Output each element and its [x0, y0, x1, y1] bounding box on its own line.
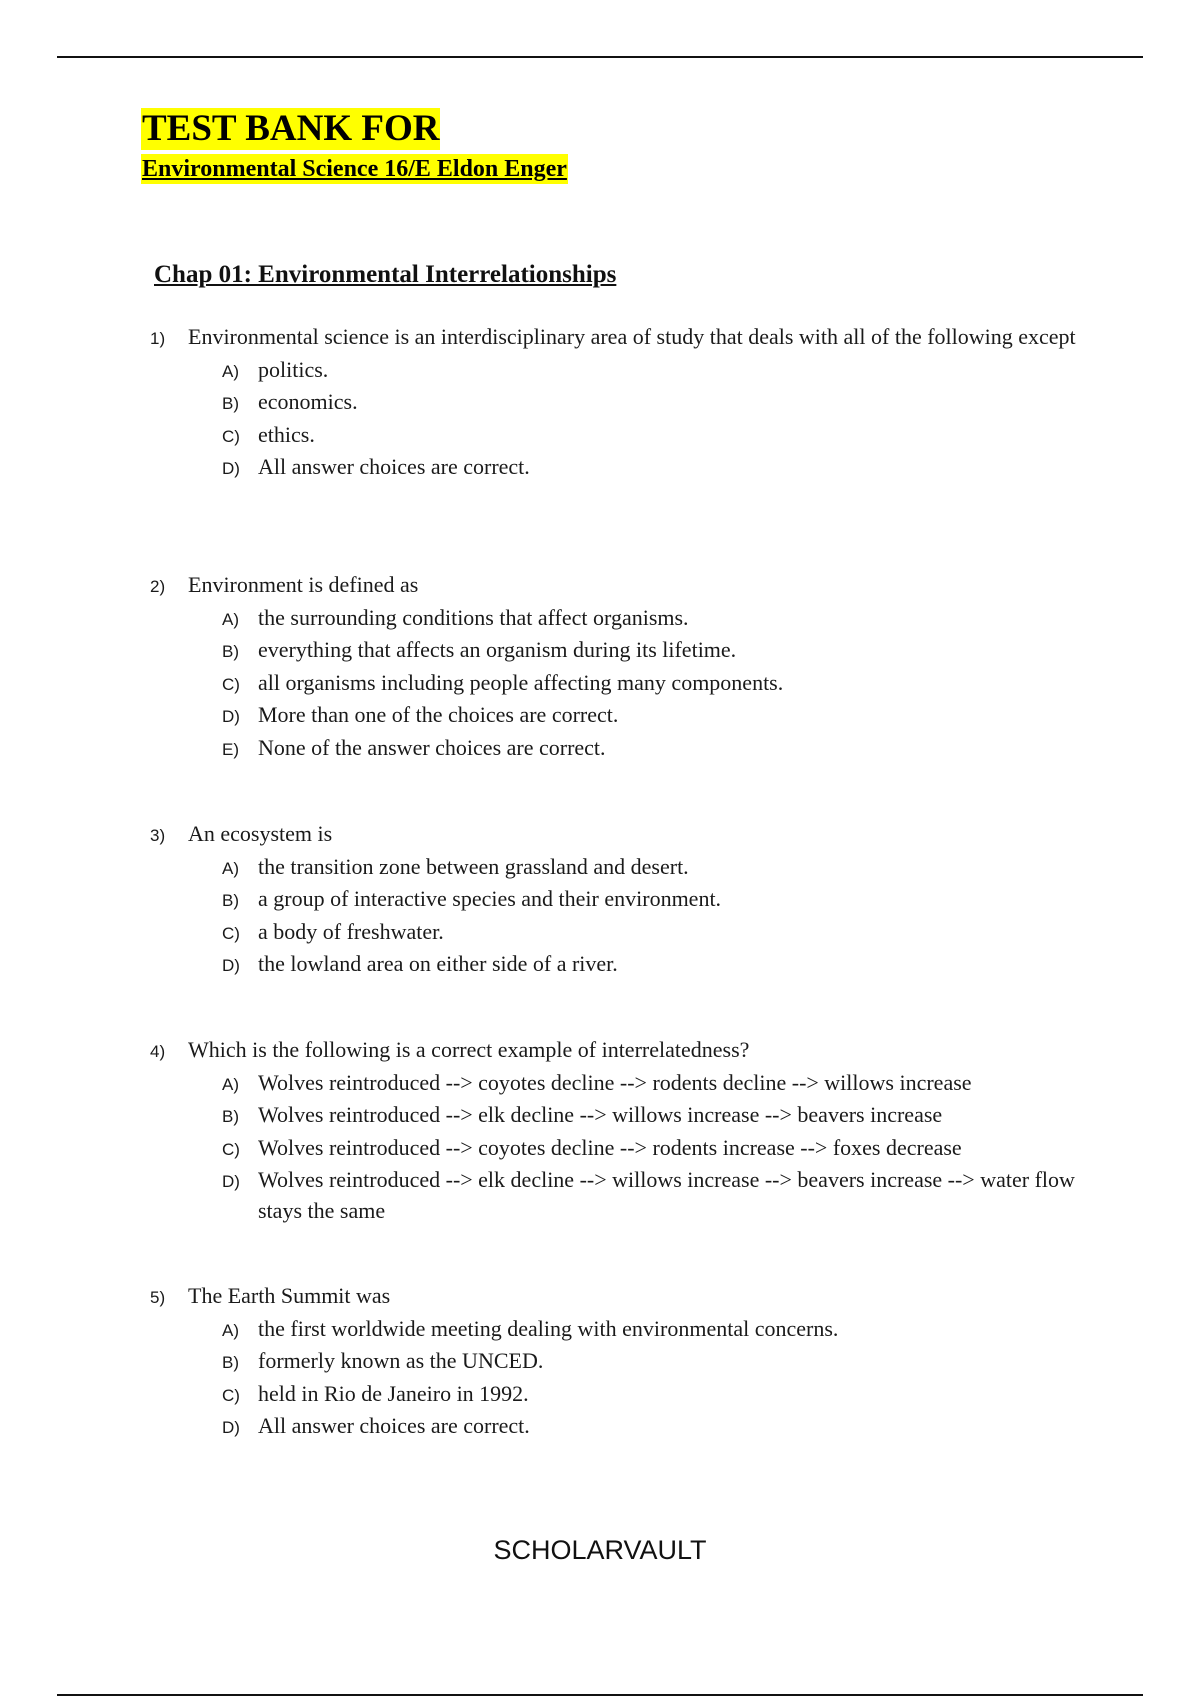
answer-option: [222, 917, 1100, 950]
answer-options: [222, 1068, 1100, 1227]
question-4: [150, 1035, 1100, 1226]
bottom-rule: [57, 1694, 1143, 1696]
answer-option: [222, 949, 1100, 982]
option-text: economics.: [258, 389, 358, 414]
option-letter: B): [222, 1107, 239, 1126]
question-number: 1): [150, 329, 166, 348]
question-number: 5): [150, 1288, 166, 1307]
option-text: the transition zone between grassland and desert.: [258, 853, 689, 879]
answer-option: [222, 1314, 1100, 1347]
question-number: 4): [150, 1042, 166, 1061]
option-letter: C): [222, 426, 240, 446]
option-text: the surrounding conditions that affect organisms.: [258, 604, 689, 630]
document-title: TEST BANK FOR: [142, 108, 440, 149]
answer-options: [222, 355, 1100, 485]
answer-option: [222, 884, 1100, 917]
option-letter: C): [222, 1385, 240, 1405]
answer-option: [222, 668, 1100, 701]
footer-brand: SCHOLARVAULT: [493, 1535, 707, 1565]
option-text: All answer choices are correct.: [258, 454, 530, 479]
option-text: Wolves reintroduced --> elk decline --> willows increase --> beavers increase --> water flow stays the same: [258, 1167, 1075, 1223]
answer-option: [222, 852, 1100, 885]
answer-option: [222, 420, 1100, 453]
answer-options: [222, 603, 1100, 766]
option-text: politics.: [258, 356, 329, 382]
option-letter: B): [222, 891, 239, 910]
option-letter: A): [222, 858, 239, 878]
question-2: [150, 570, 1100, 765]
answer-option: [222, 700, 1100, 733]
answer-option: [222, 1165, 1100, 1226]
chapter-heading: Chap 01: Environmental Interrelationships: [154, 261, 617, 288]
question-text: Environment is defined as: [188, 572, 419, 597]
answer-option: [222, 1133, 1100, 1166]
answer-option: [222, 1411, 1100, 1444]
option-letter: A): [222, 609, 239, 629]
option-letter: B): [222, 1353, 239, 1372]
option-text: held in Rio de Janeiro in 1992.: [258, 1380, 529, 1406]
option-text: the first worldwide meeting dealing with environmental concerns.: [258, 1315, 839, 1341]
answer-option: [222, 355, 1100, 388]
answer-option: [222, 733, 1100, 766]
top-rule: [57, 56, 1143, 58]
option-text: everything that affects an organism during its lifetime.: [258, 637, 737, 662]
document-header: [141, 108, 568, 184]
option-letter: B): [222, 642, 239, 661]
option-text: Wolves reintroduced --> coyotes decline --> rodents increase --> foxes decrease: [258, 1134, 962, 1160]
answer-option: [222, 1068, 1100, 1101]
option-letter: C): [222, 674, 240, 694]
question-1: [150, 322, 1100, 485]
answer-option: [222, 603, 1100, 636]
answer-option: [222, 1379, 1100, 1412]
option-letter: C): [222, 923, 240, 943]
question-text: Which is the following is a correct example of interrelatedness?: [188, 1037, 750, 1062]
question-number: 2): [150, 577, 166, 596]
option-text: a body of freshwater.: [258, 918, 444, 944]
question-5: [150, 1281, 1100, 1444]
option-text: formerly known as the UNCED.: [258, 1348, 544, 1373]
answer-option: [222, 635, 1100, 668]
option-letter: A): [222, 1074, 239, 1094]
option-text: the lowland area on either side of a river.: [258, 951, 618, 976]
question-text: The Earth Summit was: [188, 1283, 391, 1308]
answer-option: [222, 1100, 1100, 1133]
question-number: 3): [150, 826, 166, 845]
question-text: Environmental science is an interdisciplinary area of study that deals with all of the following except: [188, 324, 1076, 349]
option-letter: B): [222, 394, 239, 413]
option-letter: D): [222, 1418, 240, 1437]
document-subtitle: Environmental Science 16/E Eldon Enger: [142, 156, 567, 182]
option-text: All answer choices are correct.: [258, 1413, 530, 1438]
option-letter: A): [222, 361, 239, 381]
answer-option: [222, 1346, 1100, 1379]
answer-options: [222, 852, 1100, 982]
option-letter: D): [222, 459, 240, 478]
option-letter: C): [222, 1139, 240, 1159]
answer-option: [222, 387, 1100, 420]
option-text: Wolves reintroduced --> elk decline --> willows increase --> beavers increase: [258, 1102, 943, 1127]
option-letter: D): [222, 956, 240, 975]
option-text: None of the answer choices are correct.: [258, 734, 606, 760]
option-letter: D): [222, 1172, 240, 1191]
question-text: An ecosystem is: [188, 821, 333, 846]
option-letter: D): [222, 707, 240, 726]
option-letter: E): [222, 739, 239, 759]
answer-options: [222, 1314, 1100, 1444]
option-text: a group of interactive species and their environment.: [258, 886, 722, 911]
question-3: [150, 819, 1100, 982]
option-text: More than one of the choices are correct.: [258, 702, 619, 727]
option-text: Wolves reintroduced --> coyotes decline --> rodents decline --> willows increase: [258, 1069, 972, 1095]
option-text: ethics.: [258, 421, 315, 447]
answer-option: [222, 452, 1100, 485]
option-text: all organisms including people affecting many components.: [258, 669, 784, 695]
option-letter: A): [222, 1320, 239, 1340]
